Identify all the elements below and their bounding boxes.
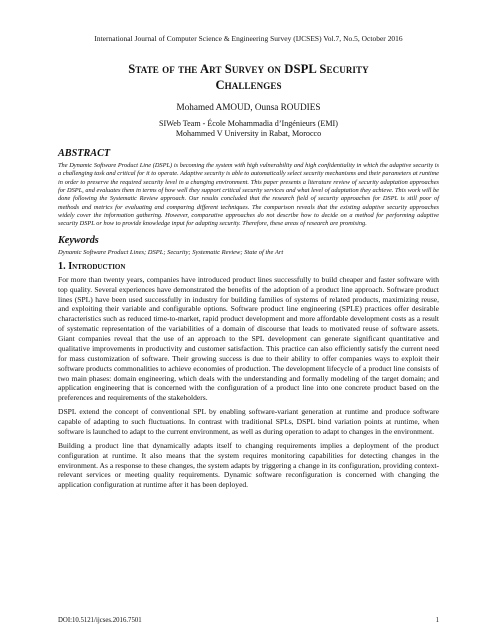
journal-header: International Journal of Computer Science & Engineering Survey (IJCSES) Vol.7, No.5, October 2016: [94, 34, 403, 43]
intro-paragraph-2: DSPL extend the concept of conventional SPL by enabling software-variant generation at runtime and produce software capable of adapting to such fluctuations. In contrast with traditional SPLs, DSPL bind variation points at runtime, when software is launched to adapt to the current environment, as well as during operation to adapt to changes in the environment.: [58, 407, 439, 436]
page-footer: [58, 617, 439, 624]
introduction-heading: 1. Introduction: [58, 260, 126, 272]
page-number: 1: [435, 617, 439, 624]
title-line-1: State of the Art Survey on DSPL Security: [128, 62, 369, 76]
authors: Mohamed AMOUD, Ounsa ROUDIES: [176, 102, 321, 113]
keywords-text: Dynamic Software Product Lines; DSPL; Security; Systematic Review; State of the Art: [58, 248, 284, 256]
affiliation: [58, 119, 439, 139]
abstract-text: The Dynamic Software Product Line (DSPL) is becoming the system with high vulnerability and high confidentiality in which the adaptive security is a challenging task and critical for it to operate. Adaptive security is able to automatically select security mechanisms and their parameters at runtime in order to preserve the required security level in a changing environment. This paper presents a literature review of security adaptation approaches for DSPL, and evaluates them in terms of how well they support critical security services and what level of adaptation they achieve. This work will be done following the Systematic Review approach. Our results concluded that the research field of security approaches for DSPL is still poor of methods and metrics for evaluating and comparing different techniques. The comparison reveals that the existing adaptive security approaches widely cover the information gathering. However, comparative approaches do not describe how to decide on a method for performing adaptive security DSPL or how to provide knowledge input for adapting security. Therefore, these areas of research are promising.: [58, 161, 439, 228]
affiliation-line-2: Mohammed V University in Rabat, Morocco: [175, 129, 322, 139]
intro-paragraph-3: Building a product line that dynamically adapts itself to changing requirements implies a deployment of the product configuration at runtime. It also means that the system requires monitoring capabilities for detecting changes in the environment. As a response to these changes, the system adapts by triggering a change in its configuration, providing context-relevant services or meeting quality requirements. Dynamic software reconfiguration is concerned with changing the application configuration at runtime after it has been deployed.: [58, 440, 439, 490]
paper-title: [58, 61, 439, 93]
keywords-heading: Keywords: [58, 234, 99, 246]
doi: DOI:10.5121/ijcses.2016.7501: [58, 617, 142, 624]
intro-paragraph-1: For more than twenty years, companies have introduced product lines successfully to build cheaper and faster software with top quality. Several experiences have demonstrated the benefits of the adoption of a product line approach. Software product lines (SPL) have been used successfully in industry for building families of systems of related products, maximizing reuse, and exploiting their variable and configurable options. Software product line engineering (SPLE) practices offer desirable characteristics such as reduced time-to-market, rapid product development and more affordable development costs as a result of systematic representation of the variabilities of a domain of discourse that leads to motivated reuse of software assets. Giant companies reveal that the use of an approach to the SPL development can generate significant quantitative and qualitative improvements in productivity and customer satisfaction. This practice can also efficiently satisfy the current need for mass customization of software. Their growing success is due to their ability to offer companies ways to exploit their software products commonalities to achieve economies of production. The development lifecycle of a product line consists of two main phases: domain engineering, which deals with the understanding and formally modeling of the target domain; and application engineering that is concerned with the configuration of a product line into one concrete product based on the preferences and requirements of the stakeholders.: [58, 274, 439, 403]
affiliation-line-1: SIWeb Team - École Mohammadia d’Ingénieurs (EMI): [159, 119, 338, 129]
title-line-2: Challenges: [215, 78, 282, 93]
abstract-heading: ABSTRACT: [58, 147, 111, 159]
